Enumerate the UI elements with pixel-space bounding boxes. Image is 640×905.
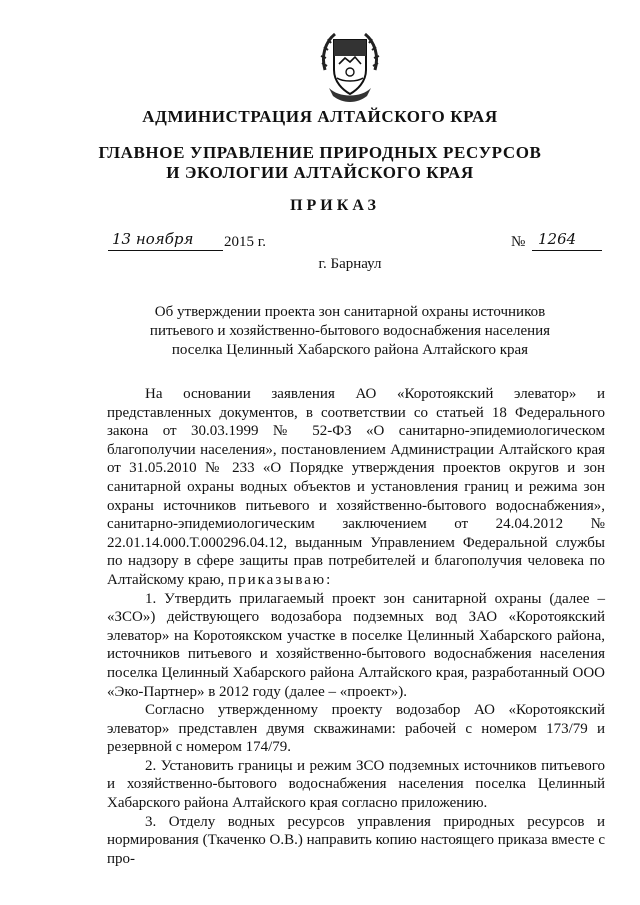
- intro-text: На основании заявления АО «Коротоякский элеватор» и представленных документов, в соответствии со статьей 18 Федерального закона от 30.03.1999 № 52-ФЗ «О санитарно-эпидемиологическом благополучии населения», постановлением Администрации Алтайского края от 31.05.2010 № 233 «О Порядке утверждения проектов округов и зон санитарной охраны водных объектов и установления границ и режима зон охраны источников питьевого и хозяйственно-бытового водоснабжения», санитарно-эпидемиологическим заключением от 24.04.2012 № 22.01.14.000.Т.000296.04.12, выданным Управлением Федеральной службы по надзору в сфере защиты прав потребителей и благополучия человека по Алтайскому краю,: [107, 386, 605, 588]
- item-3-paragraph: 3. Отделу водных ресурсов управления природных ресурсов и нормирования (Ткаченко О.В.) направить копию настоящего приказа вместе с про-: [107, 813, 605, 867]
- item-1-paragraph: 1. Утвердить прилагаемый проект зон санитарной охраны (далее – «ЗСО») действующего водозабора подземных вод ЗАО «Коротоякский элеватор» на Коротоякском участке в поселке Целинный Хабарского района, источников питьевого и хозяйственно-бытового водоснабжения населения поселка Целинный Хабарского района Алтайского края, разработанный ООО «Эко-Партнер» в 2012 году (далее – «проект»).: [107, 590, 605, 700]
- subject-line: питьевого и хозяйственно-бытового водоснабжения населения: [149, 323, 551, 339]
- number-handwritten: 1264: [538, 230, 577, 248]
- number-sign: №: [511, 234, 526, 250]
- coat-of-arms-icon: [315, 26, 385, 106]
- organization-title: АДМИНИСТРАЦИЯ АЛТАЙСКОГО КРАЯ: [142, 107, 498, 126]
- item-2-paragraph: 2. Установить границы и режим ЗСО подземных источников питьевого и хозяйственно-бытового водоснабжения населения поселка Целинный Хабарского района Алтайского края согласно приложению.: [107, 757, 605, 812]
- subject-line: поселка Целинный Хабарского района Алтайского края: [171, 342, 529, 358]
- city: г. Барнаул: [318, 256, 382, 272]
- document-type: ПРИКАЗ: [290, 197, 380, 214]
- subject-line: Об утверждении проекта зон санитарной охраны источников: [154, 304, 546, 320]
- item-1-note-paragraph: Согласно утвержденному проекту водозабор АО «Коротоякский элеватор» представлен двумя скважинами: рабочей с номером 173/79 и резервной с номером 174/79.: [107, 702, 605, 756]
- document-body: [107, 385, 605, 868]
- date-year: 2015 г.: [224, 234, 266, 250]
- subject-block: [0, 303, 640, 360]
- department-title-line2: И ЭКОЛОГИИ АЛТАЙСКОГО КРАЯ: [166, 163, 474, 182]
- intro-paragraph: [107, 385, 605, 590]
- order-keyword: приказываю:: [228, 571, 333, 588]
- date-handwritten: 13 ноября: [112, 230, 194, 248]
- department-title-line1: ГЛАВНОЕ УПРАВЛЕНИЕ ПРИРОДНЫХ РЕСУРСОВ: [98, 143, 542, 162]
